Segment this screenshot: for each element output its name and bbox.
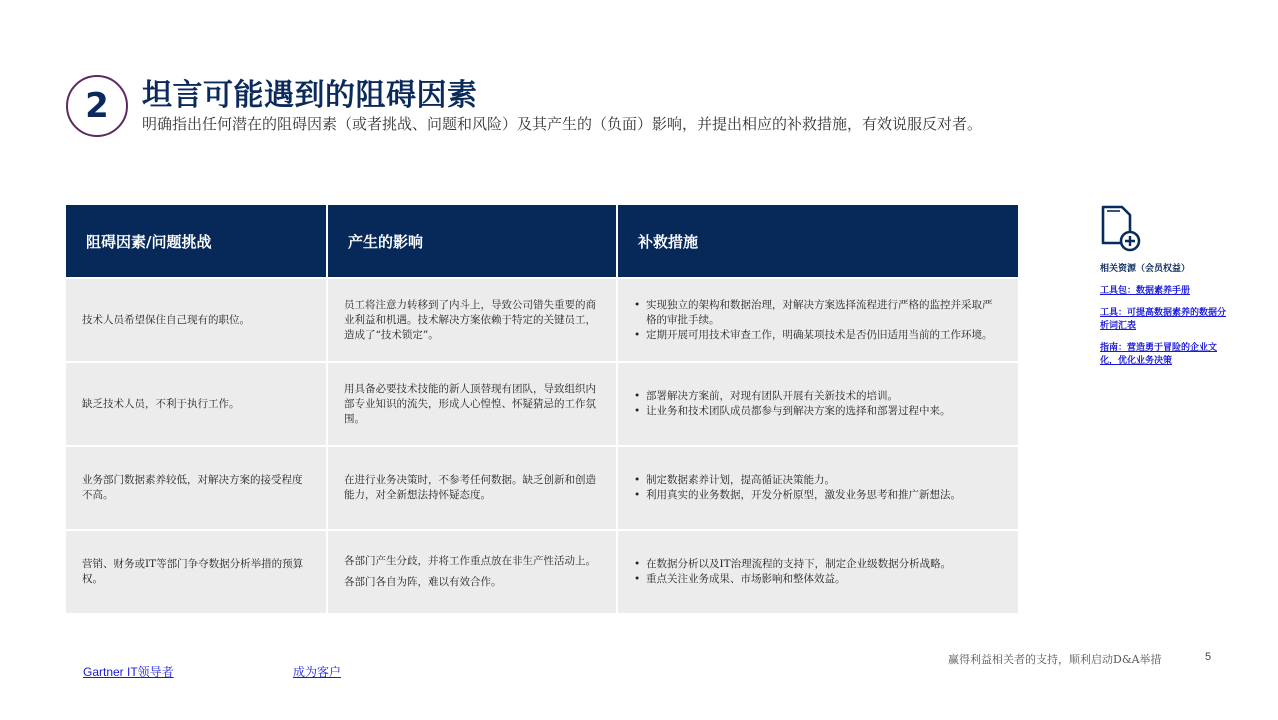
remedy-cell [618, 277, 1018, 361]
impact-cell [328, 277, 618, 361]
remedy-list [634, 557, 1002, 587]
remedy-list [634, 298, 1002, 343]
document-plus-icon [1100, 205, 1142, 253]
remedy-item: • 定期开展可用技术审查工作，明确某项技术是否仍旧适用当前的工作环境。 [634, 328, 1002, 343]
table-row [66, 445, 1018, 529]
impact-cell [328, 445, 618, 529]
resource-link-glossary[interactable]: 工具：可提高数据素养的数据分析词汇表 [1100, 308, 1227, 331]
table-header-row [66, 205, 1018, 277]
obstacle-cell: 业务部门数据素养较低，对解决方案的接受程度不高。 [66, 445, 328, 529]
table-row [66, 277, 1018, 361]
remedy-cell [618, 445, 1018, 529]
step-number-badge: 2 [66, 75, 128, 137]
footer-caption: 赢得利益相关者的支持，顺利启动D&A举措 [948, 653, 1162, 666]
remedy-item: • 在数据分析以及IT治理流程的支持下，制定企业级数据分析战略。 [634, 557, 1002, 572]
page-title: 坦言可能遇到的阻碍因素 [142, 78, 478, 113]
remedy-cell [618, 361, 1018, 445]
impact-text: 各部门各自为阵，难以有效合作。 [344, 576, 502, 588]
obstacles-table [66, 205, 1018, 613]
remedy-item: • 部署解决方案前，对现有团队开展有关新技术的培训。 [634, 389, 1002, 404]
remedy-item: • 让业务和技术团队成员都参与到解决方案的选择和部署过程中来。 [634, 404, 1002, 419]
column-header-impact: 产生的影响 [328, 205, 618, 277]
resources-heading: 相关资源（会员权益） [1100, 264, 1191, 274]
impact-text: 各部门产生分歧，并将工作重点放在非生产性活动上。 [344, 555, 596, 567]
resource-link-toolkit[interactable]: 工具包：数据素养手册 [1100, 286, 1191, 296]
remedy-item: • 制定数据素养计划，提高循证决策能力。 [634, 473, 1002, 488]
become-client-link[interactable]: 成为客户 [293, 665, 342, 679]
related-resources-panel [1100, 205, 1230, 368]
table-row [66, 361, 1018, 445]
impact-text: 用具备必要技术技能的新人顶替现有团队，导致组织内部专业知识的流失，形成人心惶惶、怀疑猜忌的工作氛围。 [344, 382, 596, 425]
column-header-remedy: 补救措施 [618, 205, 1018, 277]
obstacle-cell: 缺乏技术人员，不利于执行工作。 [66, 361, 328, 445]
impact-cell [328, 361, 618, 445]
remedy-item: • 利用真实的业务数据，开发分析原型，激发业务思考和推广新想法。 [634, 488, 1002, 503]
remedy-item: • 实现独立的架构和数据治理，对解决方案选择流程进行严格的监控并采取严格的审批手续。 [634, 298, 1002, 328]
resource-link-guide[interactable]: 指南：营造勇于冒险的企业文化，优化业务决策 [1100, 343, 1218, 366]
obstacle-cell: 营销、财务或IT等部门争夺数据分析举措的预算权。 [66, 529, 328, 613]
page-number: 5 [1205, 651, 1212, 663]
obstacle-cell: 技术人员希望保住自己现有的职位。 [66, 277, 328, 361]
impact-text: 员工将注意力转移到了内斗上，导致公司错失重要的商业利益和机遇。技术解决方案依赖于特定的关键员工，造成了“技术锁定”。 [344, 298, 596, 341]
remedy-list [634, 389, 1002, 419]
impact-text: 在进行业务决策时，不参考任何数据。缺乏创新和创造能力，对全新想法持怀疑态度。 [344, 474, 596, 501]
column-header-obstacle: 阻碍因素/问题挑战 [66, 205, 328, 277]
page-subtitle: 明确指出任何潜在的阻碍因素（或者挑战、问题和风险）及其产生的（负面）影响，并提出相应的补救措施，有效说服反对者。 [142, 115, 983, 133]
remedy-list [634, 473, 1002, 503]
remedy-cell [618, 529, 1018, 613]
gartner-it-leaders-link[interactable]: Gartner IT领导者 [83, 665, 174, 679]
remedy-item: • 重点关注业务成果、市场影响和整体效益。 [634, 572, 1002, 587]
impact-cell [328, 529, 618, 613]
table-row [66, 529, 1018, 613]
